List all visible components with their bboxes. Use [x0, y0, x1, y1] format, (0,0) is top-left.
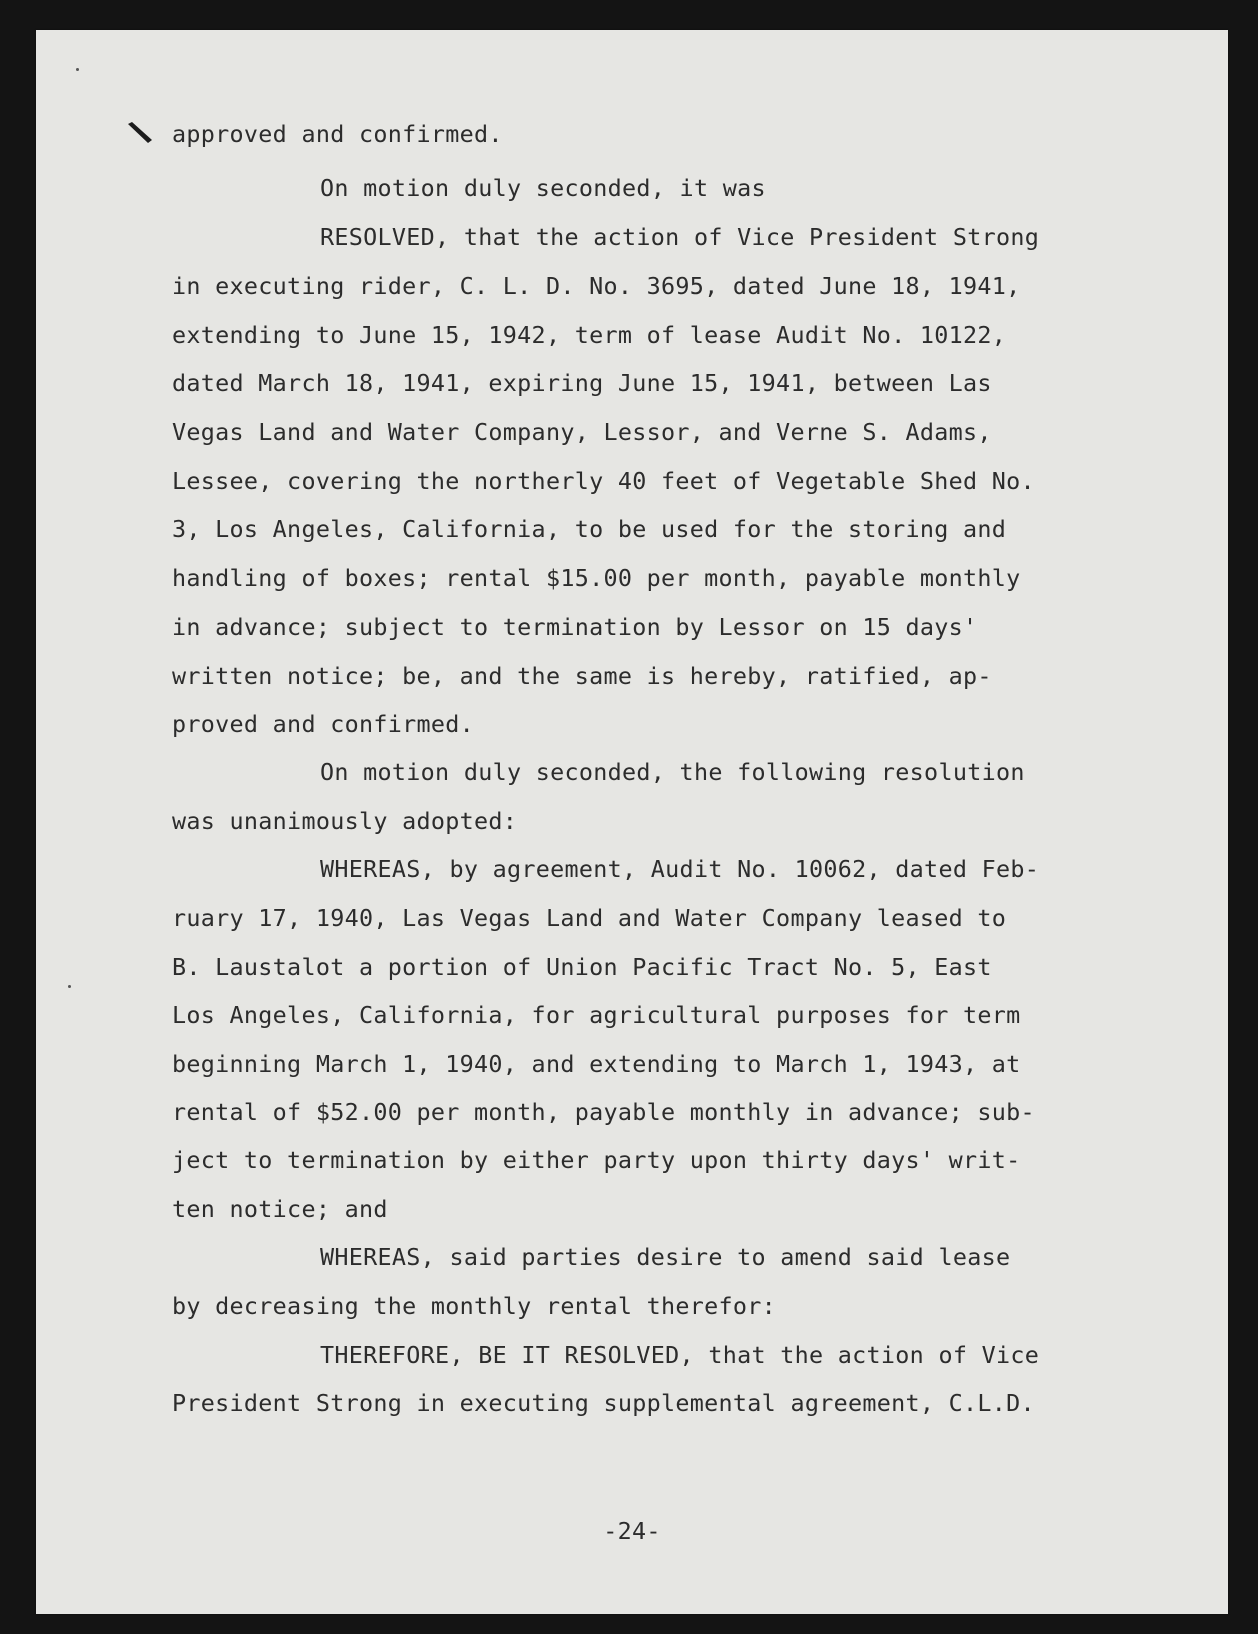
- document-page: [36, 30, 1228, 1614]
- text-line: WHEREAS, by agreement, Audit No. 10062, dated Feb-: [320, 855, 1040, 883]
- text-line: ten notice; and: [172, 1195, 388, 1223]
- text-line: ruary 17, 1940, Las Vegas Land and Water Company leased to: [172, 904, 1007, 932]
- text-line: in advance; subject to termination by Lessor on 15 days': [172, 613, 978, 641]
- text-line: President Strong in executing supplemental agreement, C.L.D.: [172, 1389, 1035, 1417]
- typed-text-body: [36, 30, 1228, 1614]
- text-line: THEREFORE, BE IT RESOLVED, that the action of Vice: [320, 1341, 1040, 1369]
- text-line: WHEREAS, said parties desire to amend said lease: [320, 1243, 1011, 1271]
- text-line: RESOLVED, that the action of Vice President Strong: [320, 223, 1040, 251]
- text-line: Vegas Land and Water Company, Lessor, and Verne S. Adams,: [172, 418, 992, 446]
- text-line: by decreasing the monthly rental therefor:: [172, 1292, 777, 1320]
- text-line: extending to June 15, 1942, term of lease Audit No. 10122,: [172, 321, 1007, 349]
- page-number: -24-: [603, 1517, 661, 1545]
- text-line: Los Angeles, California, for agricultural purposes for term: [172, 1001, 1021, 1029]
- text-line: handling of boxes; rental $15.00 per month, payable monthly: [172, 564, 1021, 592]
- text-line: B. Laustalot a portion of Union Pacific Tract No. 5, East: [172, 953, 992, 981]
- text-line: rental of $52.00 per month, payable monthly in advance; sub-: [172, 1098, 1035, 1126]
- text-line: proved and confirmed.: [172, 710, 475, 738]
- text-line: was unanimously adopted:: [172, 807, 518, 835]
- text-line: in executing rider, C. L. D. No. 3695, dated June 18, 1941,: [172, 272, 1021, 300]
- text-line: On motion duly seconded, it was: [320, 174, 766, 202]
- text-line: beginning March 1, 1940, and extending to March 1, 1943, at: [172, 1050, 1021, 1078]
- text-line: On motion duly seconded, the following resolution: [320, 758, 1025, 786]
- text-line: ject to termination by either party upon thirty days' writ-: [172, 1146, 1021, 1174]
- text-line: approved and confirmed.: [172, 120, 503, 148]
- text-line: dated March 18, 1941, expiring June 15, 1941, between Las: [172, 369, 992, 397]
- text-line: Lessee, covering the northerly 40 feet of Vegetable Shed No.: [172, 467, 1035, 495]
- text-line: written notice; be, and the same is hereby, ratified, ap-: [172, 662, 992, 690]
- text-line: 3, Los Angeles, California, to be used for the storing and: [172, 515, 1007, 543]
